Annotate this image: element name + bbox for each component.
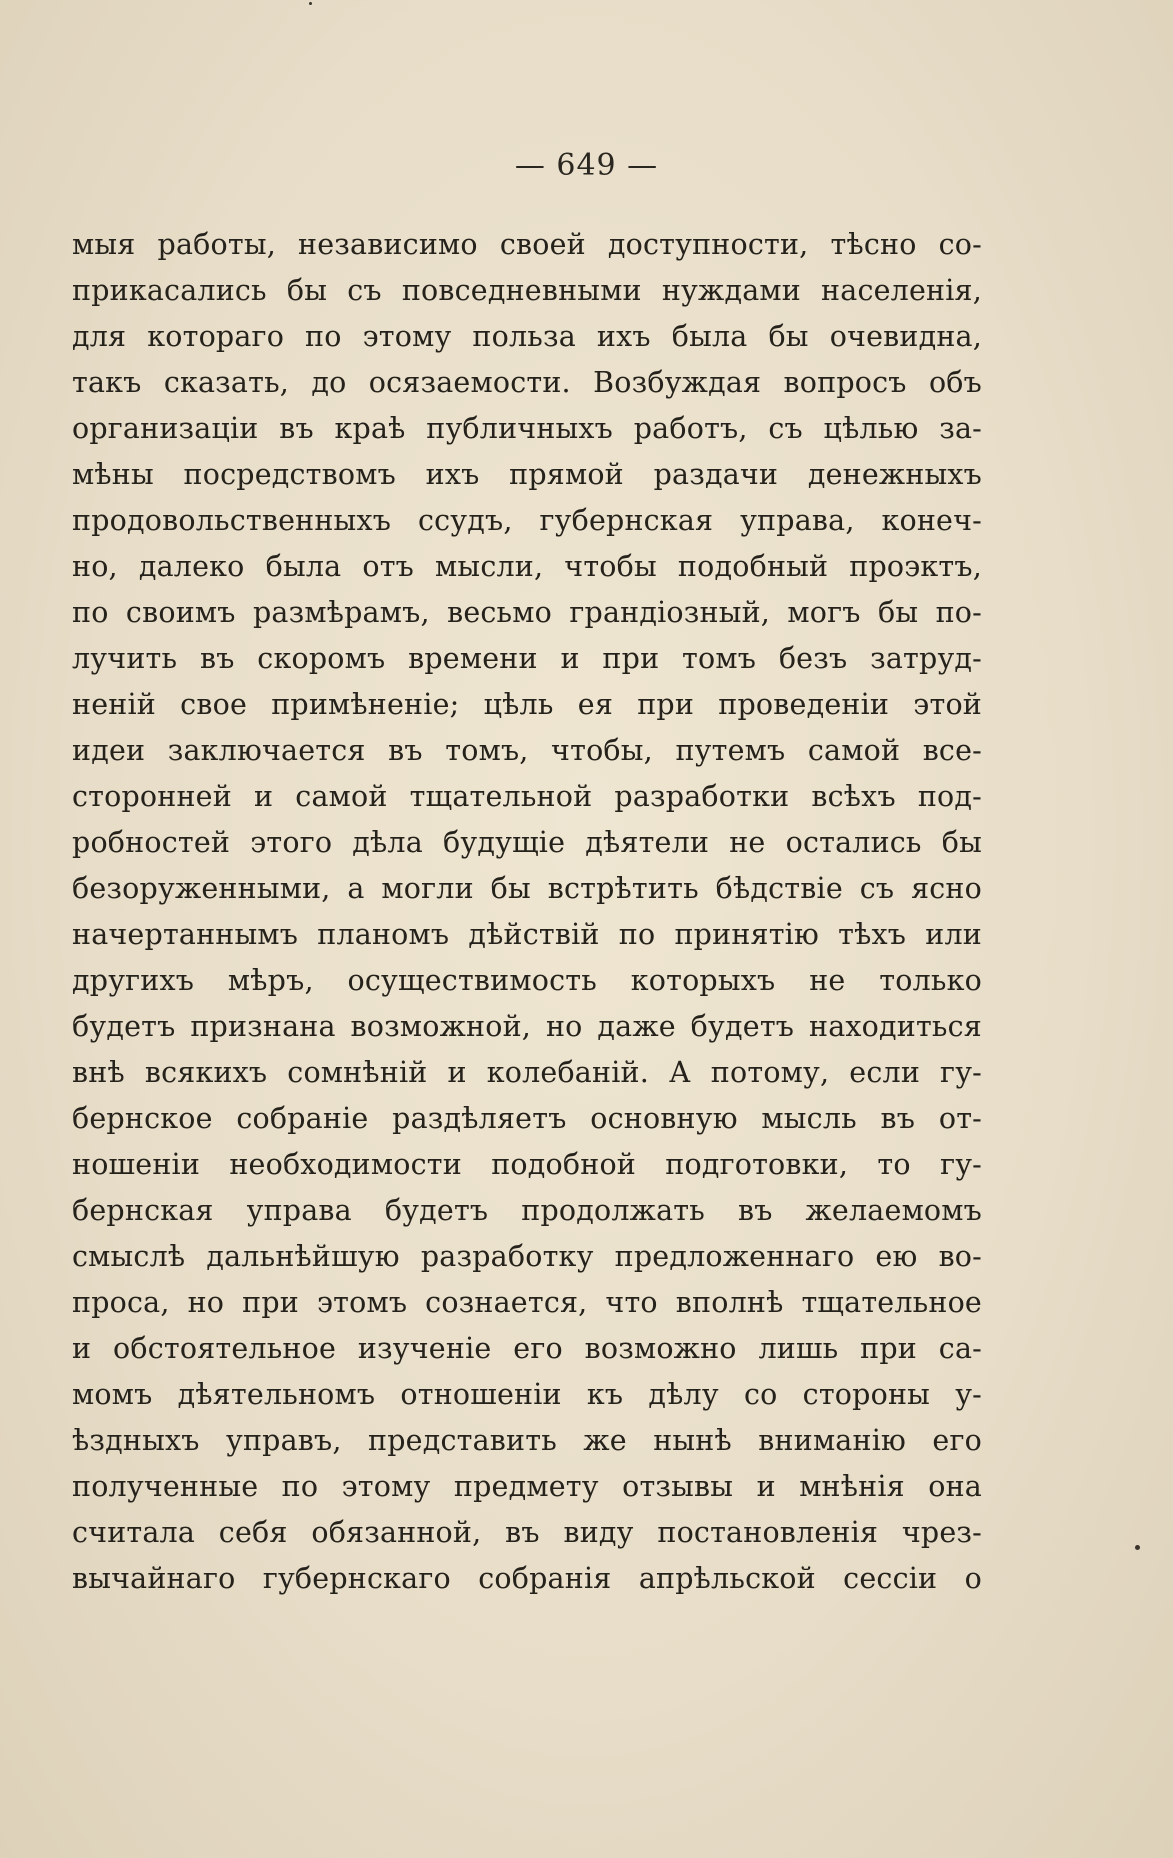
text-line: организаціи въ краѣ публичныхъ работъ, съ цѣлью за- [72, 412, 982, 445]
text-line: прикасались бы съ повседневными нуждами населенія, [72, 274, 982, 307]
page-number: — 649 — [514, 148, 659, 183]
text-line: лучить въ скоромъ времени и при томъ безъ затруд- [72, 642, 982, 675]
text-line: момъ дѣятельномъ отношеніи къ дѣлу со стороны у- [72, 1378, 982, 1411]
text-line: и обстоятельное изученіе его возможно лишь при са- [72, 1332, 982, 1365]
body-text [72, 222, 982, 1602]
text-line: неній свое примѣненіе; цѣль ея при проведеніи этой [72, 688, 982, 721]
text-line: идеи заключается въ томъ, чтобы, путемъ самой все- [72, 734, 982, 767]
text-line: бернская управа будетъ продолжать въ желаемомъ [72, 1194, 982, 1227]
text-line: мыя работы, независимо своей доступности, тѣсно со- [72, 228, 982, 261]
text-line: смыслѣ дальнѣйшую разработку предложеннаго ею во- [72, 1240, 982, 1273]
text-line: сторонней и самой тщательной разработки всѣхъ под- [72, 780, 982, 813]
text-line: внѣ всякихъ сомнѣній и колебаній. А потому, если гу- [72, 1056, 982, 1089]
text-line: ношеніи необходимости подобной подготовки, то гу- [72, 1148, 982, 1181]
text-line: по своимъ размѣрамъ, весьмо грандіозный, могъ бы по- [72, 596, 982, 629]
text-line: безоруженными, а могли бы встрѣтить бѣдствіе съ ясно [72, 872, 982, 905]
text-line: такъ сказать, до осязаемости. Возбуждая вопросъ объ [72, 366, 982, 399]
text-line: начертаннымъ планомъ дѣйствій по принятію тѣхъ или [72, 918, 982, 951]
ink-speck [309, 2, 312, 5]
text-line: продовольственныхъ ссудъ, губернская управа, конеч- [72, 504, 982, 537]
text-line: ѣздныхъ управъ, представить же нынѣ вниманію его [72, 1424, 982, 1457]
text-line: проса, но при этомъ сознается, что вполнѣ тщательное [72, 1286, 982, 1319]
text-line: для котораго по этому польза ихъ была бы очевидна, [72, 320, 982, 353]
text-line: считала себя обязанной, въ виду постановленія чрез- [72, 1516, 982, 1549]
ink-speck [1135, 1545, 1140, 1550]
text-line: но, далеко была отъ мысли, чтобы подобный проэктъ, [72, 550, 982, 583]
text-line: робностей этого дѣла будущіе дѣятели не остались бы [72, 826, 982, 859]
text-line: будетъ признана возможной, но даже будетъ находиться [72, 1010, 982, 1043]
text-line: вычайнаго губернскаго собранія апрѣльской сессіи о [72, 1562, 982, 1595]
text-line: бернское собраніе раздѣляетъ основную мысль въ от- [72, 1102, 982, 1135]
text-line: мѣны посредствомъ ихъ прямой раздачи денежныхъ [72, 458, 982, 491]
text-line: другихъ мѣръ, осуществимость которыхъ не только [72, 964, 982, 997]
text-line: полученные по этому предмету отзывы и мнѣнія она [72, 1470, 982, 1503]
